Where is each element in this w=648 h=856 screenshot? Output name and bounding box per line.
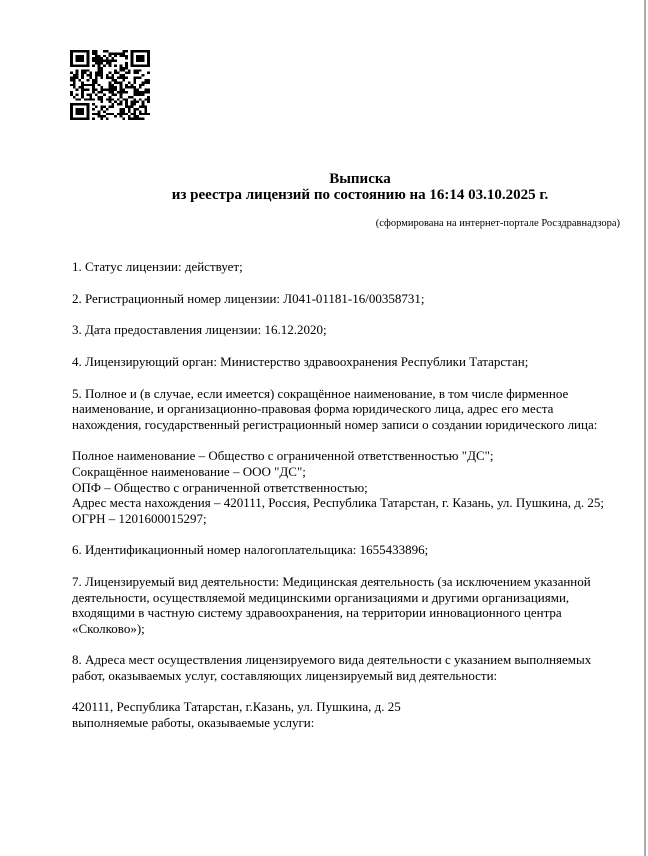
- activity-addresses-heading-paragraph: [72, 652, 620, 683]
- text-line: 4. Лицензирующий орган: Министерство здравоохранения Республики Татарстан;: [72, 353, 529, 369]
- taxpayer-id-paragraph: [72, 542, 620, 558]
- document-content: [72, 172, 620, 747]
- licensing-authority-paragraph: [72, 354, 620, 370]
- page-edge-line: [644, 0, 646, 856]
- text-line: работ, оказываемых услуг, составляющих лицензируемый вид деятельности:: [72, 667, 498, 683]
- text-line: наименование, и организационно-правовая форма юридического лица, адрес его места: [72, 401, 554, 417]
- text-line: 6. Идентификационный номер налогоплательщика: 1655433896;: [72, 542, 429, 558]
- org-name-heading-paragraph: [72, 386, 620, 433]
- text-line: 2. Регистрационный номер лицензии: Л041-01181-16/00358731;: [72, 290, 425, 306]
- text-line: выполняемые работы, оказываемые услуги:: [72, 715, 315, 731]
- text-line: ОПФ – Общество с ограниченной ответственностью;: [72, 479, 368, 495]
- title-line: Выписка: [329, 171, 391, 187]
- document-body: [72, 259, 620, 730]
- text-line: Полное наименование – Общество с ограниченной ответственностью "ДС";: [72, 448, 494, 464]
- text-line: нахождения, государственный регистрационный номер записи о создании юридического лица:: [72, 416, 598, 432]
- license-grant-date-paragraph: [72, 322, 620, 338]
- document-subtitle: (сформирована на интернет-портале Росздравнадзора): [375, 218, 620, 230]
- license-status-paragraph: [72, 259, 620, 275]
- org-details-paragraph: [72, 448, 620, 526]
- license-number-paragraph: [72, 291, 620, 307]
- text-line: 420111, Республика Татарстан, г.Казань, ул. Пушкина, д. 25: [72, 699, 401, 715]
- activity-address-paragraph: [72, 699, 620, 730]
- text-line: 5. Полное и (в случае, если имеется) сокращённое наименование, в том числе фирменное: [72, 385, 569, 401]
- text-line: 1. Статус лицензии: действует;: [72, 259, 243, 275]
- text-line: Сокращённое наименование – ООО "ДС";: [72, 463, 306, 479]
- licensed-activity-paragraph: [72, 574, 620, 636]
- text-line: входящими в частную систему здравоохранения, на территории инновационного центра: [72, 605, 562, 621]
- text-line: ОГРН – 1201600015297;: [72, 510, 207, 526]
- text-line: 7. Лицензируемый вид деятельности: Медицинская деятельность (за исключением указанной: [72, 573, 591, 589]
- text-line: Адрес места нахождения – 420111, Россия, Республика Татарстан, г. Казань, ул. Пушкина, д. 25;: [72, 495, 605, 511]
- text-line: 3. Дата предоставления лицензии: 16.12.2020;: [72, 322, 327, 338]
- qr-code-icon: [70, 50, 150, 120]
- text-line: деятельности, осуществляемой медицинскими организациями и другими организациями,: [72, 589, 570, 605]
- title-line: из реестра лицензий по состоянию на 16:14 03.10.2025 г.: [171, 186, 549, 203]
- text-line: «Сколково»);: [72, 620, 145, 636]
- text-line: 8. Адреса мест осуществления лицензируемого вида деятельности с указанием выполняемых: [72, 652, 592, 668]
- document-title: [86, 172, 634, 203]
